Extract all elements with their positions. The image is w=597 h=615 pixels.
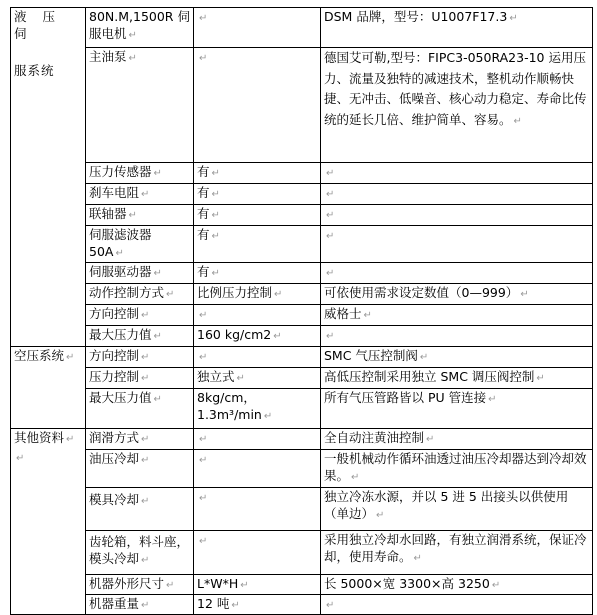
row-desc: ↵: [321, 163, 593, 184]
group-label-line2: 服系统: [14, 63, 55, 78]
row-value: 有 ↵: [194, 163, 321, 184]
row-label: 80N.M,1500R 伺服电机 ↵: [86, 8, 194, 48]
row-desc: DSM 品牌，型号：U1007F17.3 ↵: [321, 8, 593, 48]
row-label: 动作控制方式 ↵: [86, 284, 194, 305]
group-cell-other: 其他资料 ↵ ↵: [11, 429, 86, 615]
row-label: 伺服驱动器 ↵: [86, 263, 194, 284]
table-row: [11, 284, 593, 305]
table-row: [11, 450, 593, 488]
row-desc: 长 5000×宽 3300×高 3250 ↵: [321, 575, 593, 595]
row-desc: 采用独立冷却水回路，有独立润滑系统，保证冷却，使用寿命。 ↵: [321, 531, 593, 575]
row-value: 有 ↵: [194, 226, 321, 263]
group-label-line1: 液 压 伺: [14, 9, 61, 41]
row-value: ↵: [194, 305, 321, 326]
table-row: [11, 595, 593, 615]
row-desc: SMC 气压控制阀 ↵: [321, 347, 593, 368]
row-value: ↵: [194, 450, 321, 488]
row-value: 8kg/cm，1.3m³/min ↵: [194, 389, 321, 429]
group-cell-air: 空压系统 ↵: [11, 347, 86, 429]
row-desc: 德国艾可勒,型号：FIPC3-050RA23-10 运用压力、流量及独特的减速技术，整机动作顺畅快捷、无冲击、低噪音、核心动力稳定、寿命比传统的延长几倍、维护简单、容易。 ↵: [321, 48, 593, 163]
row-desc: ↵: [321, 184, 593, 205]
spec-table: [10, 7, 593, 615]
row-value: 比例压力控制 ↵: [194, 284, 321, 305]
row-value: 160 kg/cm2 ↵: [194, 326, 321, 347]
table-row: [11, 531, 593, 575]
table-row: [11, 205, 593, 226]
row-desc: 可依使用需求设定数值（0—999） ↵: [321, 284, 593, 305]
table-row: [11, 163, 593, 184]
row-label: 联轴器 ↵: [86, 205, 194, 226]
row-desc: 高低压控制采用独立 SMC 调压阀控制 ↵: [321, 368, 593, 389]
row-label: 齿轮箱，料斗座，模头冷却 ↵: [86, 531, 194, 575]
table-row: [11, 305, 593, 326]
row-label: 刹车电阻 ↵: [86, 184, 194, 205]
row-desc: ↵: [321, 226, 593, 263]
group-cell-servo: [11, 8, 86, 347]
table-row: [11, 326, 593, 347]
row-label: 机器重量 ↵: [86, 595, 194, 615]
row-value: 有 ↵: [194, 205, 321, 226]
table-row: [11, 389, 593, 429]
row-value: ↵: [194, 48, 321, 163]
row-label: 最大压力值 ↵: [86, 389, 194, 429]
row-desc: ↵: [321, 326, 593, 347]
row-value: ↵: [194, 347, 321, 368]
row-value: ↵: [194, 8, 321, 48]
row-label: 油压冷却 ↵: [86, 450, 194, 488]
row-desc: 独立冷冻水源，并以 5 进 5 出接头以供使用（单边） ↵: [321, 488, 593, 531]
row-value: 独立式 ↵: [194, 368, 321, 389]
row-value: L*W*H ↵: [194, 575, 321, 595]
row-value: 12 吨 ↵: [194, 595, 321, 615]
table-row: [11, 347, 593, 368]
table-row: [11, 368, 593, 389]
row-label: 压力控制 ↵: [86, 368, 194, 389]
row-value: ↵: [194, 488, 321, 531]
row-label: 模具冷却 ↵: [86, 488, 194, 531]
table-row: [11, 263, 593, 284]
row-label: 润滑方式 ↵: [86, 429, 194, 450]
table-row: [11, 226, 593, 263]
row-desc: 所有气压管路皆以 PU 管连接 ↵: [321, 389, 593, 429]
row-label: 方向控制 ↵: [86, 347, 194, 368]
row-label: 方向控制 ↵: [86, 305, 194, 326]
row-desc: 威格士 ↵: [321, 305, 593, 326]
row-value: 有 ↵: [194, 263, 321, 284]
table-row: [11, 8, 593, 48]
table-row: [11, 184, 593, 205]
row-label: 最大压力值 ↵: [86, 326, 194, 347]
row-label: 机器外形尺寸 ↵: [86, 575, 194, 595]
row-desc: ↵: [321, 595, 593, 615]
table-row: [11, 488, 593, 531]
row-value: ↵: [194, 429, 321, 450]
row-desc: 全自动注黄油控制 ↵: [321, 429, 593, 450]
row-label: 伺服滤波器 50A ↵: [86, 226, 194, 263]
table-row: [11, 429, 593, 450]
row-label: 主油泵 ↵: [86, 48, 194, 163]
row-label: 压力传感器 ↵: [86, 163, 194, 184]
row-value: 有 ↵: [194, 184, 321, 205]
row-desc: ↵: [321, 263, 593, 284]
row-desc: ↵: [321, 205, 593, 226]
table-row: [11, 575, 593, 595]
row-desc: 一般机械动作循环油透过油压冷却器达到冷却效果。 ↵: [321, 450, 593, 488]
table-row: [11, 48, 593, 163]
row-value: ↵: [194, 531, 321, 575]
